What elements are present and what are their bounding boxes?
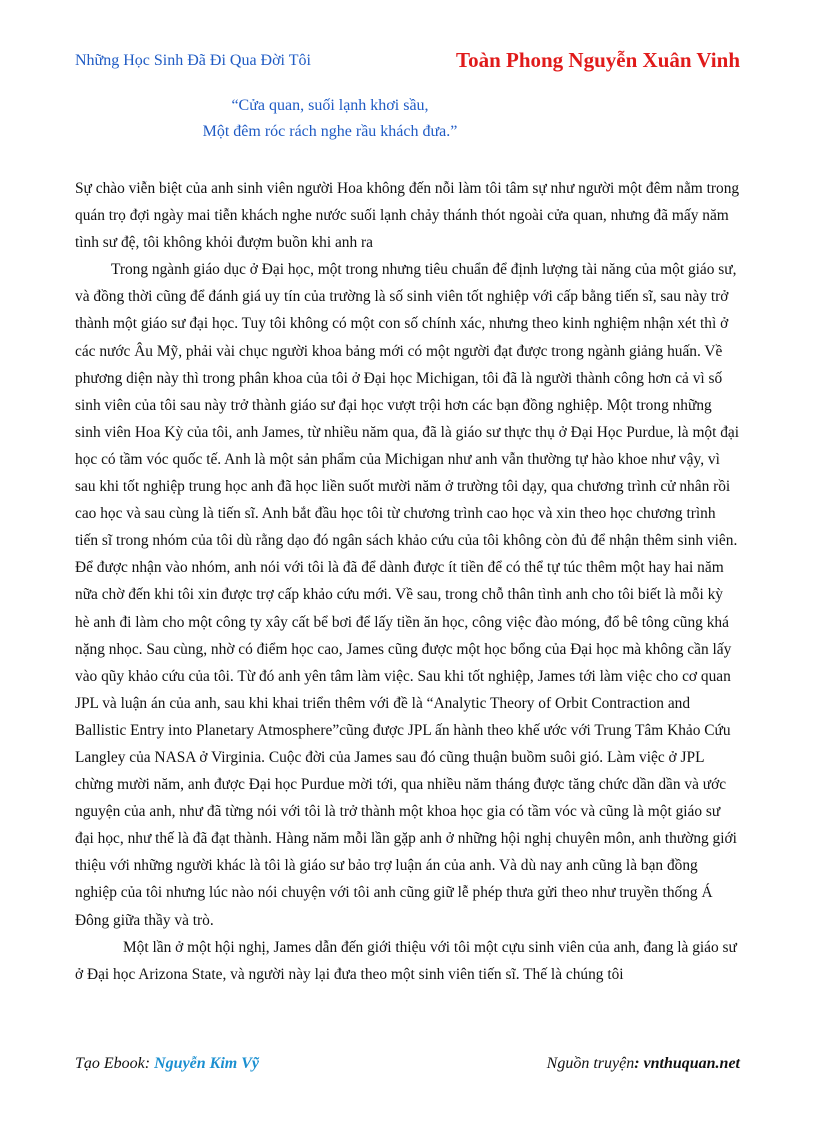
source-site: vnthuquan.net bbox=[643, 1055, 740, 1072]
footer-source-credit bbox=[547, 1055, 740, 1073]
footer-ebook-credit bbox=[75, 1055, 259, 1073]
ebook-label: Tạo Ebook bbox=[75, 1055, 145, 1072]
paragraph-2: Trong ngành giáo dục ở Đại học, một trong nhưng tiêu chuẩn để định lượng tài năng của một giáo sư, và đồng thời cũng để đánh giá uy tín của trường là số sinh viên tốt nghiệp với cấp bằng tiến sĩ, sau này trở thành một giáo sư đại học. Tuy tôi không có một con số chính xác, nhưng theo kinh nghiệm nhận xét thì ở các nước Âu Mỹ, phải vài chục người khoa bảng mới có một người đạt được trong ngành giảng huấn. Về phương diện này thì trong phân khoa của tôi ở Đại học Michigan, tôi đã là người thành công hơn cả vì số sinh viên của tôi sau này trở thành giáo sư đại học vượt trội hơn các bạn đồng nghiệp. Một trong những sinh viên Hoa Kỳ của tôi, anh James, từ nhiều năm qua, đã là giáo sư thực thụ ở Đại Học Purdue, là một đại học có tầm vóc quốc tế. Anh là một sản phẩm của Michigan như anh vẫn thường tự hào khoe như vậy, vì sau khi tốt nghiệp trung học anh đã học liền suốt mười năm ở trường tôi dạy, qua chương trình cử nhân rồi cao học và sau cùng là tiến sĩ. Anh bắt đầu học tôi từ chương trình cao học và xin theo học chương trình tiến sĩ trong nhóm của tôi dù rằng dạo đó ngân sách khảo cứu của tôi không còn đủ để nhận thêm sinh viên. Để được nhận vào nhóm, anh nói với tôi là đã để dành được ít tiền để có thể tự túc thêm một hay hai năm nữa chờ đến khi tôi xin được trợ cấp khảo cứu mới. Về sau, trong chỗ thân tình anh cho tôi biết là mỗi kỳ hè anh đi làm cho một công ty xây cất bể bơi để lấy tiền ăn học, công việc đào móng, đổ bê tông cũng khá nặng nhọc. Sau cùng, nhờ có điểm học cao, James cũng được một học bổng của Đại học mà không cần lấy vào qũy khảo cứu của tôi. Từ đó anh yên tâm làm việc. Sau khi tốt nghiệp, James tới làm việc cho cơ quan JPL và luận án của anh, sau khi khai triển thêm với đề là “Analytic Theory of Orbit Contraction and Ballistic Entry into Planetary Atmosphere”cũng được JPL ấn hành theo khế ước với Trung Tâm Khảo Cứu Langley của NASA ở Virginia. Cuộc đời của James sau đó cũng thuận buồm suôi gió. Làm việc ở JPL chừng mười năm, anh được Đại học Purdue mời tới, qua nhiều năm tháng được tăng chức dần dần và ước nguyện của anh, như đã từng nói với tôi là trở thành một khoa học gia có tầm vóc và cũng là một giáo sư đại học, như thế là đã đạt thành. Hàng năm mỗi lần gặp anh ở những hội nghị chuyên môn, anh thường giới thiệu với những người khác là tôi là giáo sư bảo trợ luận án của anh. Và dù nay anh cũng là bạn đồng nghiệp của tôi nhưng lúc nào nói chuyện với tôi anh cũng giữ lễ phép thưa gửi theo như truyền thống Á Đông giữa thầy và trò. bbox=[75, 261, 740, 929]
book-title: Những Học Sinh Đã Đi Qua Đời Tôi bbox=[75, 52, 311, 69]
epigraph-line-2: Một đêm róc rách nghe rầu khách đưa.” bbox=[202, 123, 458, 140]
epigraph-line-1: “Cửa quan, suối lạnh khơi sầu, bbox=[231, 97, 429, 114]
body-text bbox=[75, 175, 741, 988]
author-name: Toàn Phong Nguyễn Xuân Vinh bbox=[455, 48, 740, 72]
source-label: Nguồn truyện bbox=[546, 1055, 635, 1072]
paragraph-3: Một lần ở một hội nghị, James dẫn đến giới thiệu với tôi một cựu sinh viên của anh, đang là giáo sư ở Đại học Arizona State, và người này lại đưa theo một sinh viên tiến sĩ. Thế là chúng tôi bbox=[75, 938, 737, 983]
epigraph bbox=[150, 93, 510, 145]
source-separator: : bbox=[634, 1055, 644, 1072]
paragraph-1: Sự chào viễn biệt của anh sinh viên người Hoa không đến nỗi làm tôi tâm sự như người một đêm nằm trong quán trọ đợi ngày mai tiễn khách nghe nước suối lạnh chảy thánh thót ngoài cửa quan, nhưng đã mấy năm tình sư đệ, tôi không khỏi đượm buồn khi anh ra bbox=[75, 180, 740, 252]
ebook-creator: Nguyễn Kim Vỹ bbox=[154, 1055, 259, 1072]
ebook-separator: : bbox=[144, 1055, 155, 1072]
